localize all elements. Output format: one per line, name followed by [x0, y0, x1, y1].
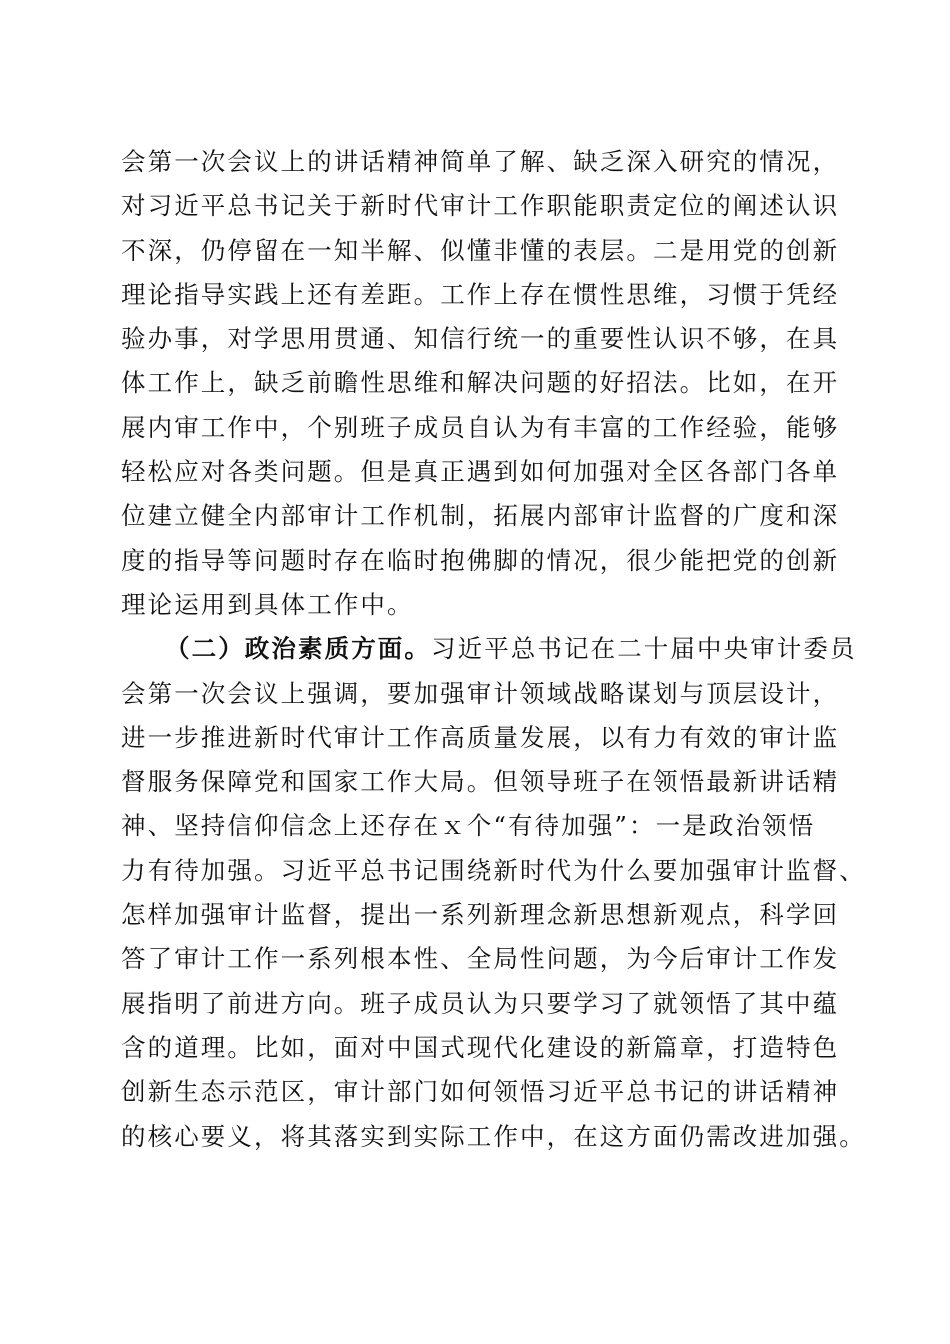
text-line: 力有待加强。习近平总书记围绕新时代为什么要加强审计监督、 — [121, 855, 866, 885]
text-line: 体工作上，缺乏前瞻性思维和解决问题的好招法。比如，在开 — [121, 368, 840, 398]
text-line: 理论指导实践上还有差距。工作上存在惯性思维，习惯于凭经 — [121, 279, 840, 309]
text-line — [121, 627, 857, 671]
text-line: 会第一次会议上强调，要加强审计领域战略谋划与顶层设计， — [121, 678, 840, 708]
text-line: 的核心要义，将其落实到实际工作中，在这方面仍需改进加强。 — [121, 1121, 866, 1151]
text-line: 创新生态示范区，审计部门如何领悟习近平总书记的讲话精神 — [121, 1077, 840, 1107]
heading-rest-text: 习近平总书记在二十届中央审计委员 — [431, 634, 857, 664]
text-line: 神、坚持信仰信念上还存在ｘ个“有待加强”：一是政治领悟 — [121, 811, 816, 841]
text-line: 对习近平总书记关于新时代审计工作职能职责定位的阐述认识 — [121, 191, 840, 221]
text-line: 验办事，对学思用贯通、知信行统一的重要性认识不够，在具 — [121, 324, 840, 354]
section-heading: （二）政治素质方面。 — [165, 634, 431, 664]
text-line: 轻松应对各类问题。但是真正遇到如何加强对全区各部门各单 — [121, 457, 840, 487]
document-body — [121, 140, 866, 1159]
text-line: 位建立健全内部审计工作机制，拓展内部审计监督的广度和深 — [121, 501, 840, 531]
text-line: 会第一次会议上的讲话精神简单了解、缺乏深入研究的情况， — [121, 147, 840, 176]
text-line: 进一步推进新时代审计工作高质量发展，以有力有效的审计监 — [121, 722, 840, 752]
text-line: 展指明了前进方向。班子成员认为只要学习了就领悟了其中蕴 — [121, 988, 840, 1018]
paragraph-2 — [121, 627, 866, 1159]
text-line: 答了审计工作一系列根本性、全局性问题，为今后审计工作发 — [121, 944, 840, 974]
paragraph-1 — [121, 140, 841, 627]
text-line: 怎样加强审计监督，提出一系列新理念新思想新观点，科学回 — [121, 900, 840, 930]
text-line: 督服务保障党和国家工作大局。但领导班子在领悟最新讲话精 — [121, 767, 840, 797]
text-line: 不深，仍停留在一知半解、似懂非懂的表层。二是用党的创新 — [121, 235, 840, 265]
text-line: 理论运用到具体工作中。 — [121, 589, 414, 619]
text-line: 度的指导等问题时存在临时抱佛脚的情况，很少能把党的创新 — [121, 545, 840, 575]
text-line: 含的道理。比如，面对中国式现代化建设的新篇章，打造特色 — [121, 1032, 840, 1062]
text-line: 展内审工作中，个别班子成员自认为有丰富的工作经验，能够 — [121, 412, 840, 442]
